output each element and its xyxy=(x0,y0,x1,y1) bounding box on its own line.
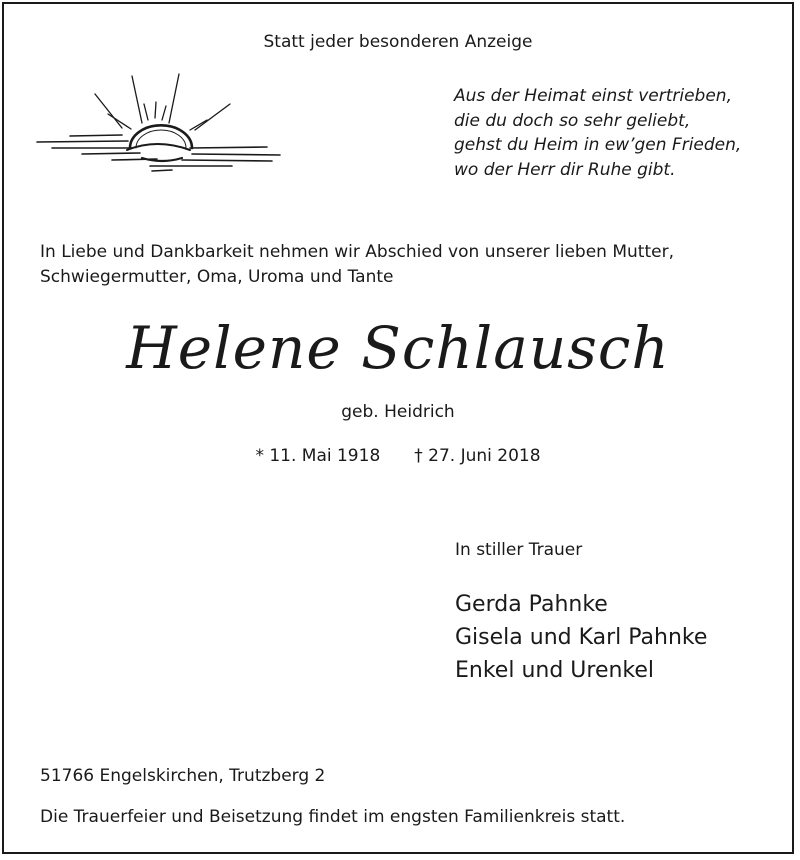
setting-sun-icon xyxy=(32,68,287,178)
notice-headline: Statt jeder besonderen Anzeige xyxy=(263,32,533,52)
farewell-line: In Liebe und Dankbarkeit nehmen wir Abschied von unserer lieben Mutter, xyxy=(40,242,674,262)
service-note: Die Trauerfeier und Beisetzung findet im engsten Familienkreis statt. xyxy=(40,807,626,827)
mourner-list xyxy=(455,588,707,687)
farewell-line: Schwiegermutter, Oma, Uroma und Tante xyxy=(40,267,394,287)
life-dates xyxy=(4,446,792,466)
death-date: † 27. Juni 2018 xyxy=(414,446,541,466)
birth-name: geb. Heidrich xyxy=(341,402,455,422)
mourner-name: Enkel und Urenkel xyxy=(455,658,655,683)
farewell-text xyxy=(40,240,674,290)
poem-line: die du doch so sehr geliebt, xyxy=(454,110,691,131)
poem-line: wo der Herr dir Ruhe gibt. xyxy=(454,159,676,180)
mourner-name: Gisela und Karl Pahnke xyxy=(455,625,708,650)
poem-line: Aus der Heimat einst vertrieben, xyxy=(454,86,732,106)
deceased-name: Helene Schlausch xyxy=(126,314,670,382)
mourning-intro: In stiller Trauer xyxy=(455,540,583,560)
mourner-name: Gerda Pahnke xyxy=(455,592,608,617)
family-address: 51766 Engelskirchen, Trutzberg 2 xyxy=(40,766,326,786)
death-notice xyxy=(2,2,794,854)
poem-line: gehst du Heim in ew’gen Frieden, xyxy=(454,135,742,156)
poem xyxy=(454,84,741,182)
birth-date: * 11. Mai 1918 xyxy=(255,446,381,466)
